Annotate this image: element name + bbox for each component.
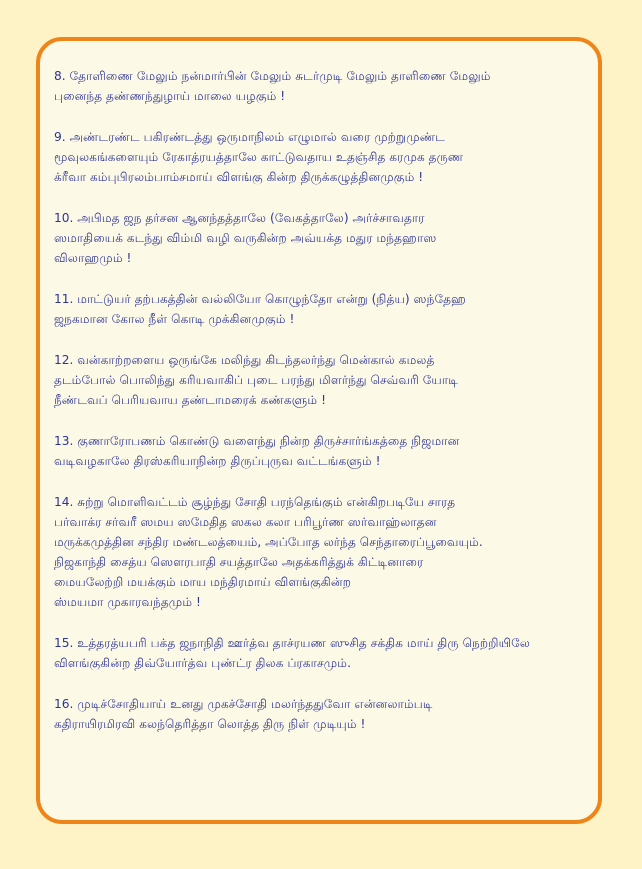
verse-11: 11. மாட்டுயர் தற்பகத்தின் வல்லியோ கொழுந்தோ என்று (நித்ய) ஸந்தேஹ ஜநகமான கோல நீள் கொடி முக்கினமுகும் ! (54, 292, 466, 326)
verse-14: 14. சுற்று மொளிவட்டம் சூழ்ந்து சோதி பரந்தெங்கும் என்கிறபடியே சாரத பர்வாக்ர சர்வரீ ஸமய ஸமேதித ஸகல கலா பரிபூர்ண ஸர்வாஹ்லாதன மருக்கமுத்தின சந்திர மண்டலத்யைம், அப்போத லர்ந்த செந்தாரைப்பூவையும். நிஜகாந்தி சைத்ய ஸௌரபாதி சயத்தாலே அதக்கரித்துக் கிட்டினாரை மையலேற்றி மயக்கும் மாய மந்திரமாய் விளங்குகின்ற ஸ்மயமா முகாரவந்தமும் ! (54, 495, 483, 609)
verse-16: 16. முடிச்சோதியாய் உனது முகச்சோதி மலர்ந்ததுவோ என்னலாம்படி கதிராயிரமிரவி கலந்தெரித்தா லொத்த திரு நிள் முடியும் ! (54, 697, 433, 731)
verse-8: 8. தோளிணை மேலும் நன்மார்பின் மேலும் சுடர்முடி மேலும் தாளிணை மேலும் புனைந்த தண்ணந்துழாய் மாலை யழகும் ! (54, 69, 491, 103)
verse-12: 12. வன்காற்றளைய ஒருங்கே மலிந்து கிடந்தலர்ந்து மென்கால் கமலத் தடம்போல் பொலிந்து கரியவாகிப் புடை பரந்து மிளர்ந்து செவ்வரி யோடி நீண்டவப் பெரியவாய தண்டாமரைக் கண்களும் ! (54, 353, 458, 407)
verse-list (54, 66, 594, 755)
verse-10: 10. அபிமத ஜந தர்சன ஆனந்தத்தாலே (வேகத்தாலே) அர்ச்சாவதார ஸமாதியைக் கடந்து விம்மி வழி வருகின்ற அவ்யக்த மதுர மந்தஹாஸ விலாஹமும் ! (54, 211, 437, 265)
verse-15: 15. உத்தரத்யபரி பக்த ஜநாநிதி ஊர்த்வ தாச்ரயண ஸுசித சக்திக மாய் திரு நெற்றியிலே விளங்குகின்ற திவ்யோர்த்வ புண்ட்ர திலக ப்ரகாசமும். (54, 636, 530, 670)
verse-13: 13. குணாரோபணம் கொண்டு வளைந்து நின்ற திருச்சார்ங்கத்தை நிஜமான வடிவழகாலே திரஸ்கரியாநின்ற திருப்புருவ வட்டங்களும் ! (54, 434, 460, 468)
verse-9: 9. அண்டரண்ட பகிரண்டத்து ஒருமாநிலம் எழுமால் வரை முற்றுமுண்ட மூவுலகங்களையும் ரேகாத்ரயத்தாலே காட்டுவதாய உதஞ்சித கரமுக தருண க்ரீவா கம்புபிரலம்பாம்சமாய் விளங்கு கின்ற திருக்கழுத்தினமுகும் ! (54, 130, 464, 184)
